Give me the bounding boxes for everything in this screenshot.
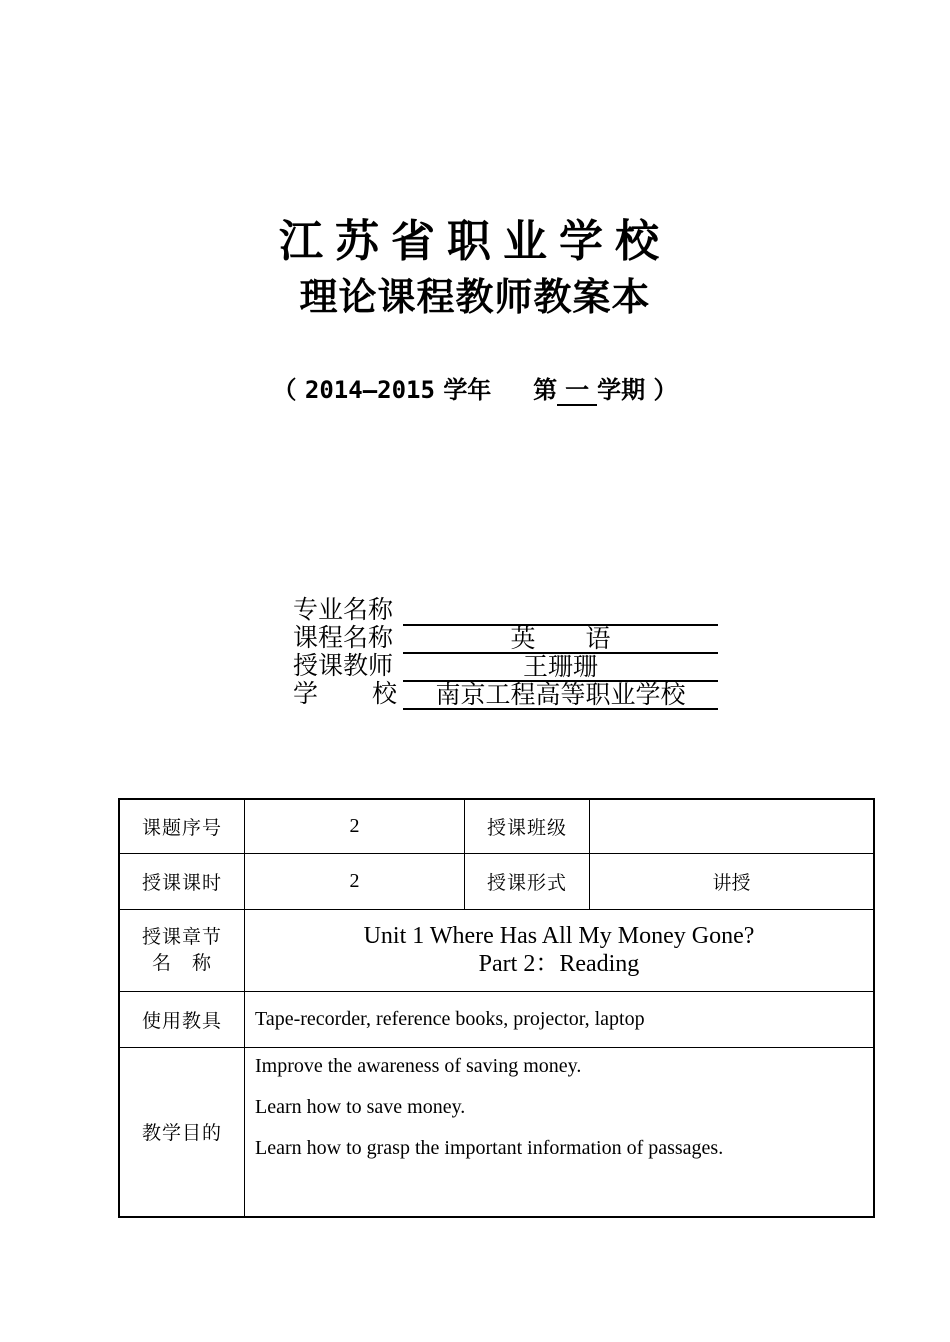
school-label-a: 学 bbox=[293, 679, 319, 708]
open-paren: （ bbox=[272, 376, 297, 404]
course-value: 英 语 bbox=[403, 625, 718, 654]
goal-item: Learn how to save money. bbox=[255, 1095, 466, 1118]
chapter-line1: Unit 1 Where Has All My Money Gone? bbox=[363, 923, 755, 949]
year-label: 学年 bbox=[443, 376, 492, 404]
course-label: 课程名称 bbox=[293, 623, 394, 652]
school-label bbox=[293, 674, 403, 710]
lesson-no-label: 课题序号 bbox=[119, 799, 245, 853]
school-title: 江苏省职业学校 bbox=[279, 216, 671, 267]
class-label: 授课班级 bbox=[465, 799, 590, 853]
school-label-b: 校 bbox=[371, 679, 397, 708]
chapter-line2: Part 2：Reading bbox=[478, 951, 640, 977]
semester-suffix: 学期 bbox=[597, 376, 646, 404]
major-label: 专业名称 bbox=[293, 595, 394, 624]
format-label: 授课形式 bbox=[465, 853, 590, 909]
semester-value: 一 bbox=[557, 376, 597, 406]
academic-year-line bbox=[0, 370, 950, 406]
major-value bbox=[403, 597, 718, 626]
semester-prefix: 第 bbox=[533, 376, 558, 404]
chapter-value bbox=[245, 909, 875, 991]
table-row bbox=[119, 909, 874, 991]
year-range: 2014—2015 bbox=[304, 376, 435, 404]
hours-value: 2 bbox=[245, 853, 465, 909]
lesson-no-value: 2 bbox=[245, 799, 465, 853]
teacher-value: 王珊珊 bbox=[403, 653, 718, 682]
table-row bbox=[119, 991, 874, 1047]
document-title: 理论课程教师教案本 bbox=[299, 275, 651, 319]
tools-label: 使用教具 bbox=[119, 991, 245, 1047]
chapter-label-line2: 名 称 bbox=[151, 952, 212, 974]
hours-label: 授课课时 bbox=[119, 853, 245, 909]
class-value bbox=[590, 799, 875, 853]
table-row bbox=[119, 799, 874, 853]
goal-item: Improve the awareness of saving money. bbox=[255, 1054, 582, 1077]
goal-item: Learn how to grasp the important information of passages. bbox=[255, 1136, 724, 1159]
teacher-label: 授课教师 bbox=[293, 651, 394, 680]
chapter-label-line1: 授课章节 bbox=[141, 926, 222, 948]
format-value: 讲授 bbox=[590, 853, 875, 909]
close-paren: ） bbox=[653, 376, 678, 404]
school-row bbox=[293, 679, 718, 710]
goals-list bbox=[245, 1047, 875, 1217]
table-row bbox=[119, 1047, 874, 1217]
school-value: 南京工程高等职业学校 bbox=[403, 681, 718, 710]
tools-value: Tape-recorder, reference books, projector, laptop bbox=[245, 991, 875, 1047]
chapter-label bbox=[119, 909, 245, 991]
course-info-block bbox=[293, 595, 718, 710]
table-row bbox=[119, 853, 874, 909]
lesson-form-table bbox=[118, 798, 875, 1218]
goals-label: 教学目的 bbox=[119, 1047, 245, 1217]
